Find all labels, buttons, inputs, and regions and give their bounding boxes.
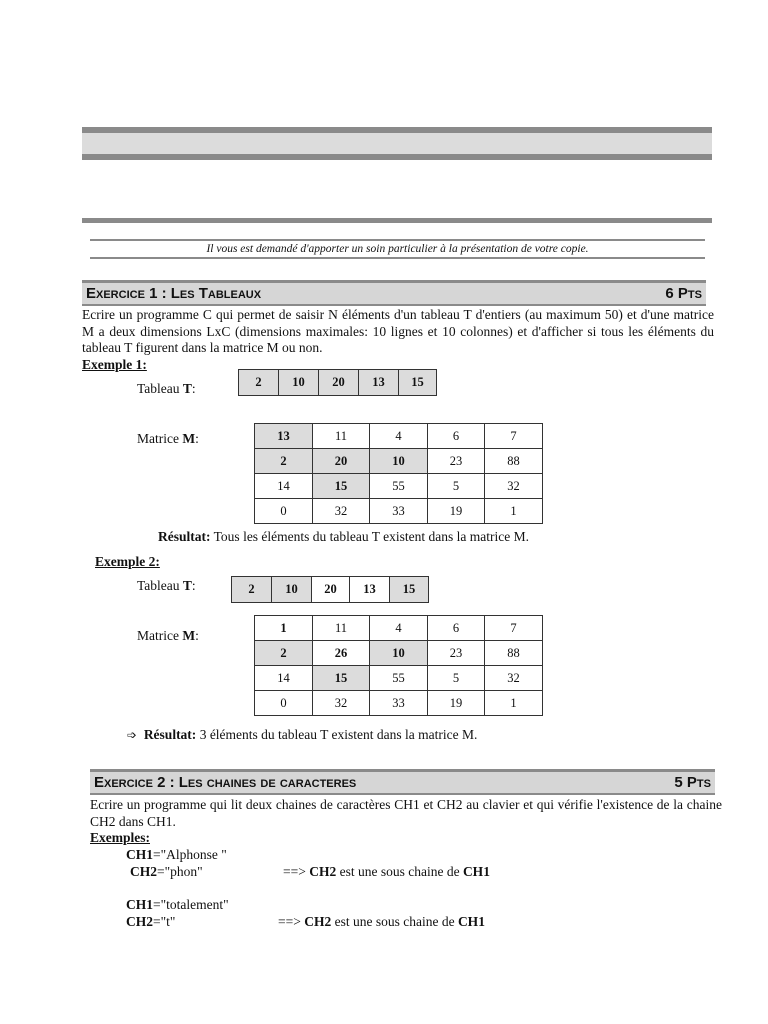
exercise2-points: 5 Pts bbox=[674, 773, 711, 791]
matrice-cell: 14 bbox=[255, 666, 313, 691]
matrice-cell: 32 bbox=[485, 666, 543, 691]
matrice-cell: 55 bbox=[370, 666, 428, 691]
matrice-cell: 10 bbox=[370, 449, 428, 474]
example1-tableau-label: Tableau T: bbox=[137, 381, 196, 396]
matrice-cell: 10 bbox=[370, 641, 428, 666]
example-line: CH1="totalement" bbox=[126, 897, 229, 912]
example2-label: Exemple 2: bbox=[95, 554, 160, 569]
exercise1-title: Exercice 1 : Les Tableaux bbox=[86, 284, 262, 302]
example1-result: Résultat: Tous les éléments du tableau T existent dans la matrice M. bbox=[158, 529, 529, 544]
matrice-cell: 32 bbox=[485, 474, 543, 499]
example1-label: Exemple 1: bbox=[82, 357, 147, 372]
tableau-cell: 20 bbox=[312, 577, 350, 603]
exercise1-points: 6 Pts bbox=[665, 284, 702, 302]
example1-matrice bbox=[254, 423, 543, 524]
matrice-cell: 20 bbox=[313, 449, 370, 474]
matrice-cell: 0 bbox=[255, 499, 313, 524]
matrice-cell: 5 bbox=[428, 474, 485, 499]
matrice-cell: 1 bbox=[485, 691, 543, 716]
matrice-cell: 23 bbox=[428, 449, 485, 474]
matrice-cell: 6 bbox=[428, 424, 485, 449]
exercise2-statement: Ecrire un programme qui lit deux chaines de caractères CH1 et CH2 au clavier et qui vérifie l'existence de la chaine CH2 dans CH1. bbox=[90, 797, 722, 829]
matrice-cell: 2 bbox=[255, 641, 313, 666]
tableau-cell: 2 bbox=[232, 577, 272, 603]
matrice-cell: 1 bbox=[255, 616, 313, 641]
matrice-cell: 15 bbox=[313, 474, 370, 499]
matrice-cell: 32 bbox=[313, 691, 370, 716]
matrice-cell: 7 bbox=[485, 616, 543, 641]
matrice-cell: 32 bbox=[313, 499, 370, 524]
example1-tableau bbox=[238, 369, 437, 396]
matrice-cell: 19 bbox=[428, 499, 485, 524]
tableau-cell: 13 bbox=[359, 370, 399, 396]
matrice-cell: 4 bbox=[370, 424, 428, 449]
tableau-cell: 2 bbox=[239, 370, 279, 396]
example2-tableau bbox=[231, 576, 429, 603]
matrice-cell: 4 bbox=[370, 616, 428, 641]
matrice-cell: 6 bbox=[428, 616, 485, 641]
tableau-cell: 10 bbox=[272, 577, 312, 603]
matrice-cell: 88 bbox=[485, 641, 543, 666]
matrice-cell: 14 bbox=[255, 474, 313, 499]
matrice-cell: 11 bbox=[313, 616, 370, 641]
matrice-cell: 26 bbox=[313, 641, 370, 666]
header-rule bbox=[82, 218, 712, 223]
tableau-cell: 13 bbox=[350, 577, 390, 603]
matrice-cell: 5 bbox=[428, 666, 485, 691]
example2-matrice-label: Matrice M: bbox=[137, 628, 199, 643]
tableau-cell: 20 bbox=[319, 370, 359, 396]
tableau-cell: 10 bbox=[279, 370, 319, 396]
matrice-cell: 0 bbox=[255, 691, 313, 716]
example-result: ==> CH2 est une sous chaine de CH1 bbox=[278, 914, 485, 929]
exercise2-examples-label: Exemples: bbox=[90, 830, 150, 845]
matrice-cell: 7 bbox=[485, 424, 543, 449]
example-line: CH2="phon" bbox=[130, 864, 203, 879]
arrow-right-icon: ➩ bbox=[127, 728, 138, 742]
matrice-cell: 2 bbox=[255, 449, 313, 474]
example2-tableau-label: Tableau T: bbox=[137, 578, 196, 593]
matrice-cell: 55 bbox=[370, 474, 428, 499]
exercise1-header bbox=[82, 280, 706, 306]
matrice-cell: 15 bbox=[313, 666, 370, 691]
matrice-cell: 88 bbox=[485, 449, 543, 474]
tableau-cell: 15 bbox=[399, 370, 437, 396]
matrice-cell: 13 bbox=[255, 424, 313, 449]
matrice-cell: 1 bbox=[485, 499, 543, 524]
tableau-cell: 15 bbox=[390, 577, 429, 603]
exercise2-header bbox=[90, 769, 715, 795]
header-band bbox=[82, 127, 712, 160]
example-line: CH1="Alphonse " bbox=[126, 847, 227, 862]
matrice-cell: 11 bbox=[313, 424, 370, 449]
matrice-cell: 33 bbox=[370, 499, 428, 524]
presentation-notice: Il vous est demandé d'apporter un soin particulier à la présentation de votre copie. bbox=[90, 239, 705, 259]
example1-matrice-label: Matrice M: bbox=[137, 431, 199, 446]
example2-result: ➩ Résultat: 3 éléments du tableau T existent dans la matrice M. bbox=[127, 727, 478, 742]
example2-matrice bbox=[254, 615, 543, 716]
example-result: ==> CH2 est une sous chaine de CH1 bbox=[283, 864, 490, 879]
matrice-cell: 33 bbox=[370, 691, 428, 716]
matrice-cell: 23 bbox=[428, 641, 485, 666]
example-line: CH2="t" bbox=[126, 914, 176, 929]
matrice-cell: 19 bbox=[428, 691, 485, 716]
exercise2-title: Exercice 2 : Les chaines de caracteres bbox=[94, 773, 357, 791]
exercise1-statement: Ecrire un programme C qui permet de saisir N éléments d'un tableau T d'entiers (au maximum 50) et d'une matrice M a deux dimensions LxC (dimensions maximales: 10 lignes et 10 colonnes) et d'afficher si tous les éléments du tableau T figurent dans la matrice M ou non. bbox=[82, 307, 714, 355]
